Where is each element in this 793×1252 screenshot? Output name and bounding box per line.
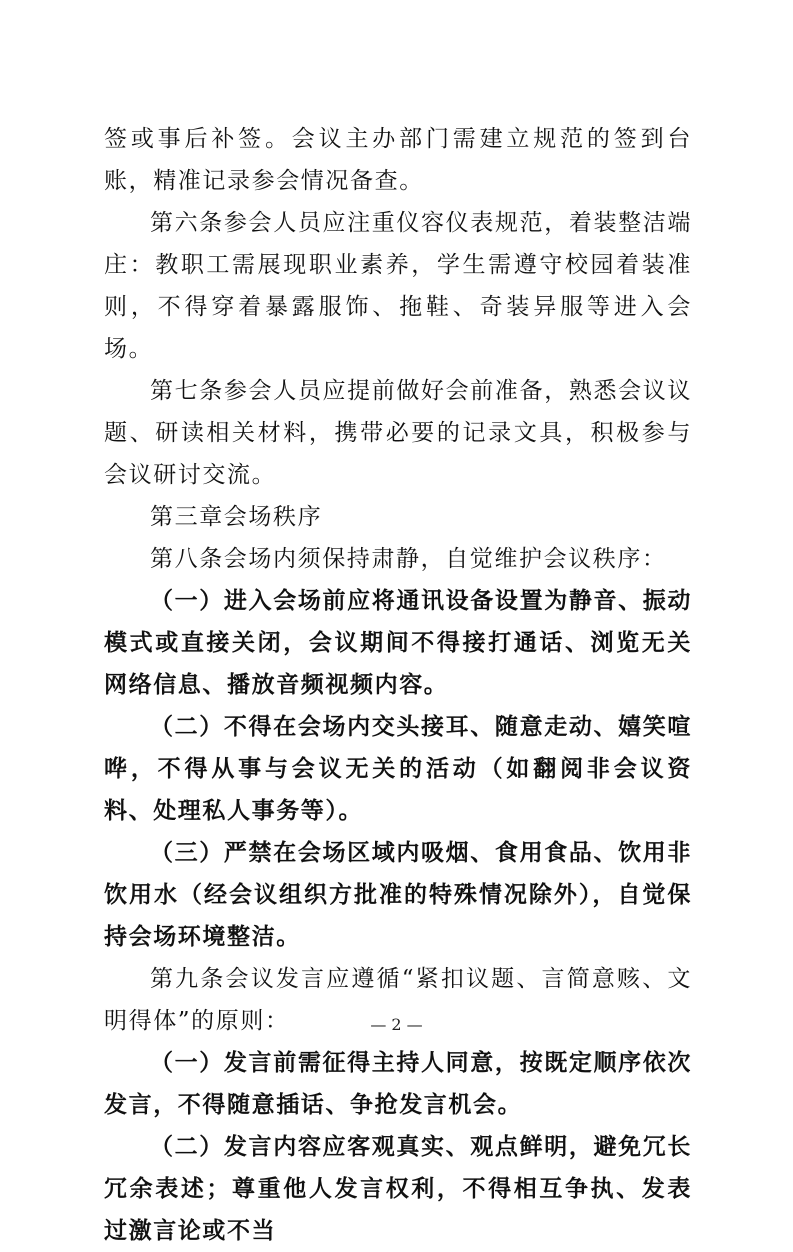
paragraph-article-7: 第七条参会人员应提前做好会前准备，熟悉会议议题、研读相关材料，携带必要的记录文具，积极参与会议研讨交流。 [104, 378, 692, 488]
paragraph-article-8-item-1: （一）进入会场前应将通讯设备设置为静音、振动模式或直接关闭，会议期间不得接打通话、浏览无关网络信息、播放音频视频内容。 [104, 587, 692, 698]
paragraph-article-9: 第九条会议发言应遵循“紧扣议题、言简意赅、文明得体”的原则： [104, 966, 692, 1034]
paragraph-article-8-item-2: （二）不得在会场内交头接耳、随意走动、嬉笑喧哗，不得从事与会议无关的活动（如翻阅非会议资料、处理私人事务等）。 [104, 713, 692, 824]
page-number: — 2 — [370, 1015, 423, 1034]
document-body [104, 118, 692, 1252]
paragraph-article-6: 第六条参会人员应注重仪容仪表规范，着装整洁端庄：教职工需展现职业素养，学生需遵守校园着装准则，不得穿着暴露服饰、拖鞋、奇装异服等进入会场。 [104, 210, 692, 362]
chapter-heading-3: 第三章会场秩序 [150, 504, 323, 530]
paragraph-article-9-item-2: （二）发言内容应客观真实、观点鲜明，避免冗长冗余表述；尊重他人发言权利，不得相互争执、发表过激言论或不当 [104, 1133, 692, 1244]
paragraph-sign-in-continuation: 签或事后补签。会议主办部门需建立规范的签到台账，精准记录参会情况备查。 [104, 126, 692, 194]
paragraph-article-9-item-1: （一）发言前需征得主持人同意，按既定顺序依次发言，不得随意插话、争抢发言机会。 [104, 1049, 692, 1118]
paragraph-article-8-item-3: （三）严禁在会场区域内吸烟、食用食品、饮用非饮用水（经会议组织方批准的特殊情况除外），自觉保持会场环境整洁。 [104, 839, 692, 950]
paragraph-article-8: 第八条会场内须保持肃静，自觉维护会议秩序： [150, 546, 667, 572]
